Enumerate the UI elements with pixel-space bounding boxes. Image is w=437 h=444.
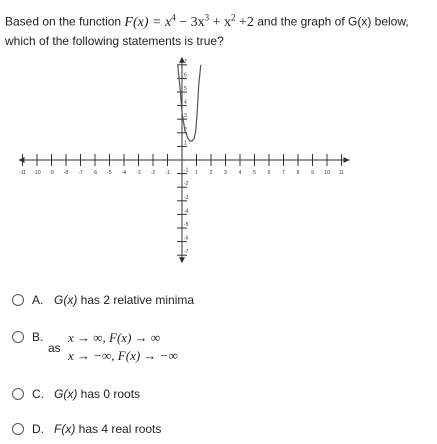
question-suffix: and the graph of G(x) below,	[257, 14, 409, 29]
option-b[interactable]	[12, 330, 48, 344]
y-tick-label: -6	[184, 235, 189, 242]
x-tick-label: -8	[63, 170, 69, 176]
question-line2: which of the following statements is true?	[5, 33, 224, 48]
x-tick-label: -4	[121, 170, 127, 176]
x-tick-label: -1	[165, 170, 170, 176]
x-tick-label: -11	[19, 170, 26, 176]
option-a-text: G(x) has 2 relative minima	[54, 293, 195, 307]
question-prefix: Based on the function	[5, 14, 125, 29]
x-tick-label: 2	[209, 170, 213, 176]
x-tick-label: 6	[267, 170, 271, 176]
x-tick-label: -3	[136, 170, 141, 176]
option-b-as: as	[48, 341, 61, 355]
x-tick-label: -7	[78, 170, 83, 176]
y-tick-label: 4	[184, 99, 187, 106]
x-tick-label: 7	[282, 170, 285, 176]
x-axis-arrow-right	[344, 157, 350, 163]
option-b-text	[48, 330, 228, 366]
radio-b[interactable]	[12, 331, 24, 343]
function-expression: $F(x) = x^4 - 3x^3 + x^2 +2$	[124, 12, 254, 30]
y-tick-label: 1	[184, 140, 187, 147]
y-tick-label: -7	[184, 249, 189, 256]
option-a-letter: A.	[32, 293, 44, 307]
y-tick-label: 7	[184, 58, 187, 65]
x-tick-label: 9	[311, 170, 314, 176]
x-tick-label: -9	[49, 170, 54, 176]
y-tick-label: -5	[184, 222, 189, 228]
x-tick-label: -2	[150, 170, 156, 176]
x-tick-label: -5	[107, 170, 112, 176]
y-tick-label: -3	[184, 194, 189, 201]
option-d[interactable]	[12, 422, 161, 436]
radio-c[interactable]	[12, 388, 24, 400]
option-d-text: F(x) has 4 real roots	[54, 422, 162, 436]
radio-a[interactable]	[12, 294, 24, 306]
y-tick-label: -2	[184, 181, 189, 188]
y-tick-label: 5	[184, 86, 187, 92]
y-tick-label: -4	[184, 208, 189, 215]
x-tick-label: 10	[324, 170, 330, 176]
x-tick-label: 5	[253, 170, 256, 176]
question-text	[5, 8, 433, 51]
option-b-letter: B.	[32, 330, 44, 344]
y-tick-label: 3	[184, 113, 187, 120]
y-axis-arrow-down	[179, 257, 185, 263]
option-b-line1: x → ∞, F(x) → ∞	[68, 330, 161, 345]
x-tick-label: 3	[224, 170, 227, 176]
y-tick-label: 2	[184, 126, 187, 133]
option-c-text: G(x) has 0 roots	[54, 387, 141, 401]
x-tick-label: 4	[238, 170, 242, 176]
x-tick-label: 1	[195, 170, 198, 176]
graph-curve	[178, 65, 201, 141]
y-tick-label: -1	[184, 167, 189, 174]
option-d-letter: D.	[32, 422, 44, 436]
option-c-letter: C.	[32, 387, 44, 401]
y-tick-label: 6	[184, 72, 187, 79]
x-tick-label: -10	[33, 170, 41, 176]
x-tick-label: -6	[92, 170, 98, 176]
function-graph	[0, 52, 437, 274]
option-b-line2: x → −∞, F(x) → −∞	[68, 348, 178, 363]
x-tick-label: 8	[296, 170, 300, 176]
option-a[interactable]	[12, 293, 194, 307]
radio-d[interactable]	[12, 423, 24, 435]
x-tick-label: 11	[338, 170, 345, 176]
x-axis-arrow-left	[19, 157, 25, 163]
option-c[interactable]	[12, 387, 140, 401]
